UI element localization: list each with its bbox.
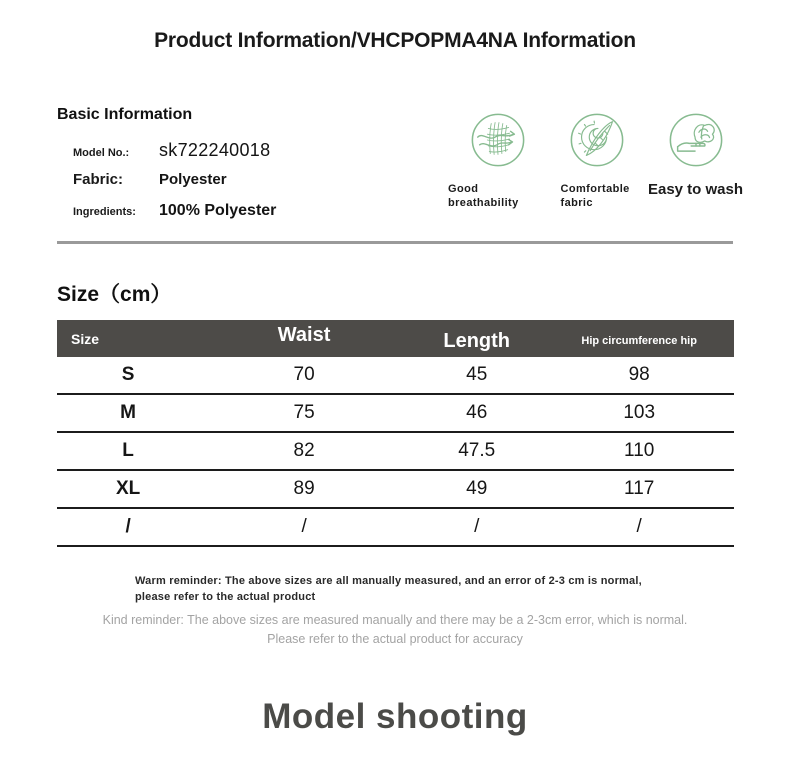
size-table-header xyxy=(57,320,734,357)
hip-cell: / xyxy=(636,516,642,537)
feature-breathability xyxy=(448,111,547,211)
table-row xyxy=(57,357,734,395)
feature-easy-wash xyxy=(646,111,745,200)
product-info-page xyxy=(0,29,790,766)
hip-cell: 103 xyxy=(623,402,656,423)
ingredients-value: 100% Polyester xyxy=(159,202,277,219)
breathability-icon xyxy=(469,111,527,169)
model-shooting-heading: Model shooting xyxy=(262,697,528,737)
waist-cell: 75 xyxy=(293,402,315,423)
table-row xyxy=(57,509,734,547)
kind-reminder-text: Kind reminder: The above sizes are measured manually and there may be a 2-3cm error, which is normal. Please refer to the actual product for accuracy xyxy=(102,612,688,646)
col-header-length: Length xyxy=(443,330,511,352)
waist-cell: 70 xyxy=(293,364,315,385)
section-divider xyxy=(57,241,733,244)
comfortable-fabric-icon xyxy=(568,111,626,169)
waist-cell: 82 xyxy=(293,440,315,461)
size-table xyxy=(57,320,734,547)
fabric-label: Fabric: xyxy=(73,171,124,188)
size-heading: Size（cm） xyxy=(57,283,172,306)
basic-information-section xyxy=(57,106,744,226)
length-cell: 49 xyxy=(466,478,488,499)
table-row xyxy=(57,471,734,509)
model-no-value: sk722240018 xyxy=(159,140,271,160)
size-cell: S xyxy=(121,364,135,385)
breathability-label: Good breathability xyxy=(448,183,519,210)
col-header-hip: Hip circumference hip xyxy=(581,334,697,347)
size-cell: L xyxy=(122,440,134,461)
page-title: Product Information/VHCPOPMA4NA Information xyxy=(154,29,636,52)
size-cell: / xyxy=(125,516,131,537)
length-cell: 46 xyxy=(466,402,488,423)
length-cell: 45 xyxy=(466,364,488,385)
fabric-value: Polyester xyxy=(159,171,227,188)
length-cell: / xyxy=(474,516,480,537)
easy-wash-label: Easy to wash xyxy=(647,181,744,198)
comfortable-fabric-label: Comfortable fabric xyxy=(560,183,630,210)
easy-wash-icon xyxy=(667,111,725,169)
table-row xyxy=(57,433,734,471)
warm-reminder-text: Warm reminder: The above sizes are all manually measured, and an error of 2-3 cm is normal, please refer to the actual product xyxy=(135,575,642,603)
waist-cell: 89 xyxy=(293,478,315,499)
size-cell: M xyxy=(120,402,136,423)
model-no-label: Model No.: xyxy=(73,147,130,159)
waist-cell: / xyxy=(301,516,307,537)
col-header-size: Size xyxy=(71,330,100,347)
hip-cell: 98 xyxy=(628,364,650,385)
length-cell: 47.5 xyxy=(458,440,496,461)
size-cell: XL xyxy=(115,478,141,499)
hip-cell: 117 xyxy=(624,478,655,499)
hip-cell: 110 xyxy=(624,440,655,461)
feature-comfortable-fabric xyxy=(547,111,646,211)
feature-badges xyxy=(448,111,745,211)
table-row xyxy=(57,395,734,433)
ingredients-label: Ingredients: xyxy=(73,206,136,218)
basic-information-heading: Basic Information xyxy=(57,106,193,123)
col-header-waist: Waist xyxy=(277,324,331,346)
